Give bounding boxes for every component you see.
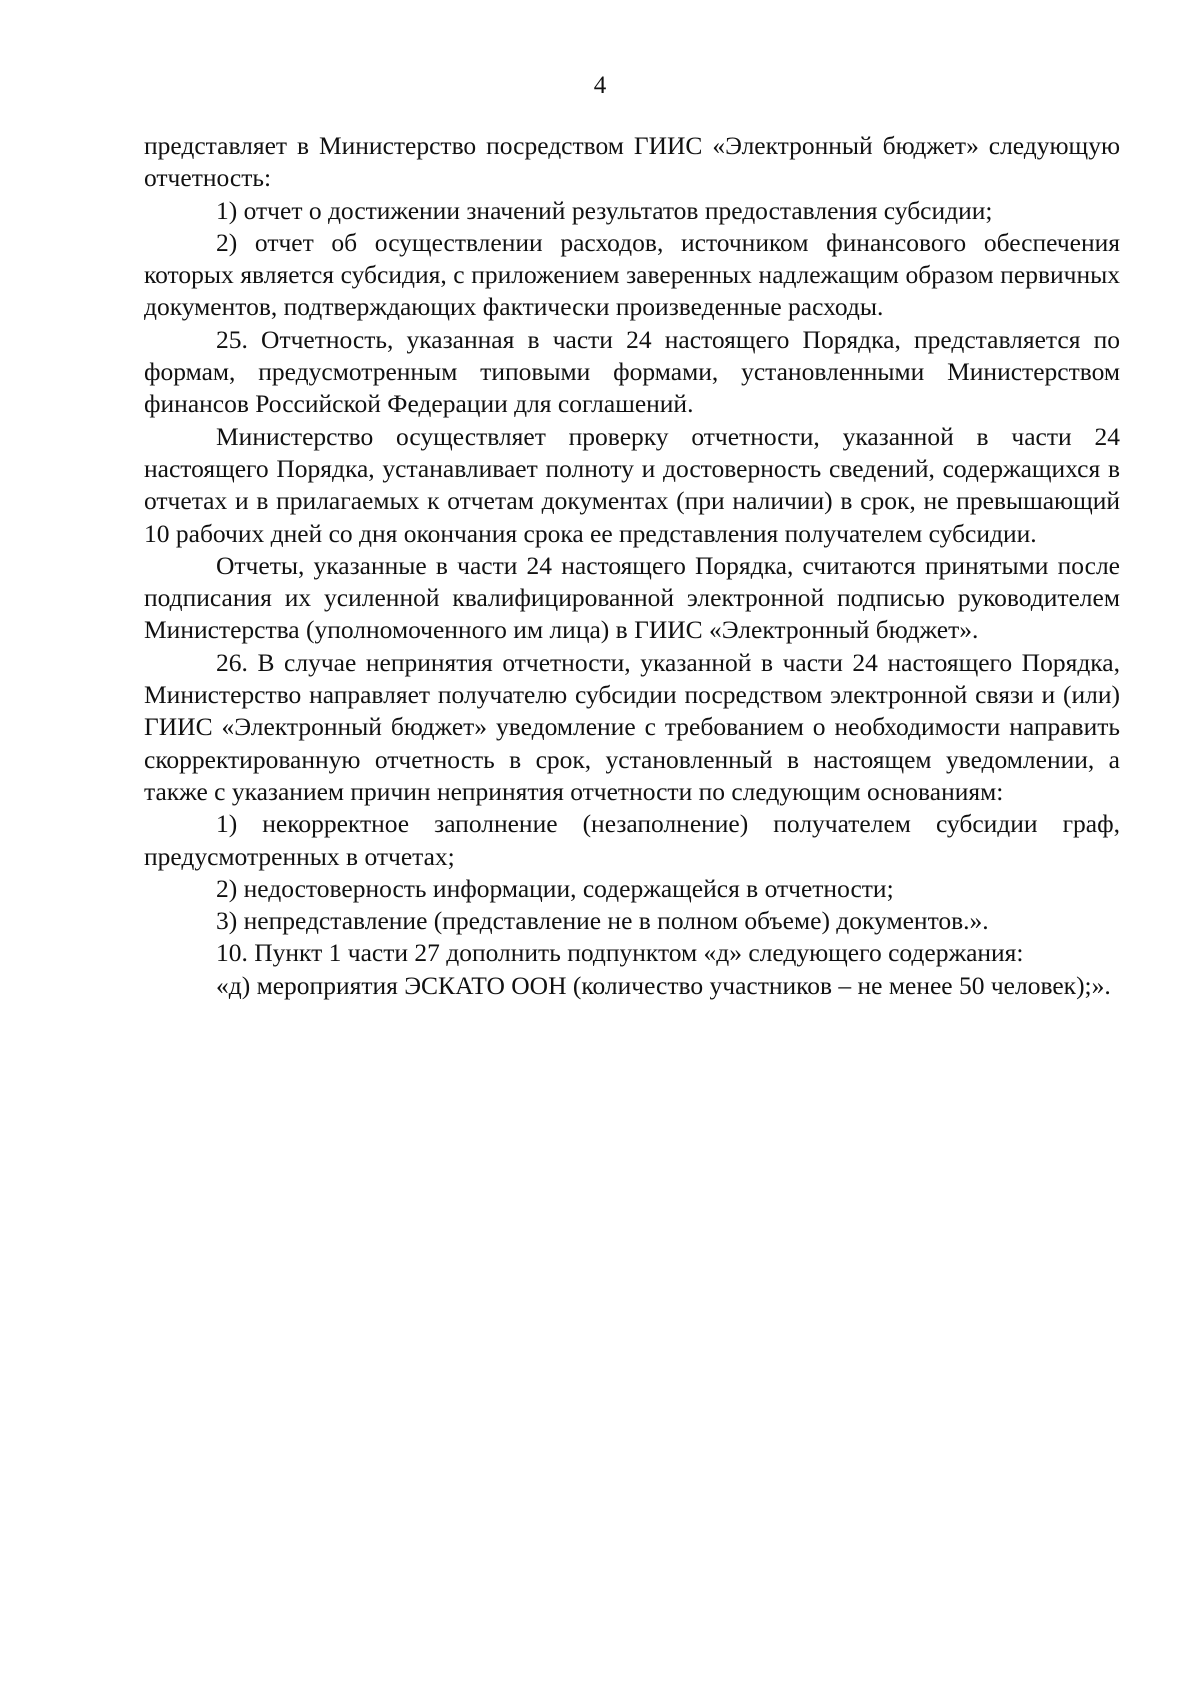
paragraph-item-1: 1) отчет о достижении значений результатов предоставления субсидии; xyxy=(216,195,993,225)
paragraph-section-26: 26. В случае непринятия отчетности, указанной в части 24 настоящего Порядка, Министерство направляет получателю субсидии посредством электронной связи и (или) ГИИС «Электронный бюджет» уведомление с требованием о необходимости направить скорректированную отчетность в срок, установленный в настоящем уведомлении, а также с указанием причин непринятия отчетности по следующим основаниям: xyxy=(144,647,1120,806)
paragraph-reason-3: 3) непредставление (представление не в полном объеме) документов.». xyxy=(216,906,989,936)
paragraph-amendment-10: 10. Пункт 1 части 27 дополнить подпунктом «д» следующего содержания: xyxy=(216,938,1024,968)
document-body xyxy=(144,130,1120,1002)
paragraph-reason-1: 1) некорректное заполнение (незаполнение) получателем субсидии граф, предусмотренных в отчетах; xyxy=(144,809,1120,871)
page-number: 4 xyxy=(593,72,607,99)
paragraph-acceptance: Отчеты, указанные в части 24 настоящего Порядка, считаются принятыми после подписания их усиленной квалифицированной электронной подписью руководителем Министерства (уполномоченного им лица) в ГИИС «Электронный бюджет». xyxy=(144,550,1120,645)
paragraph-item-2: 2) отчет об осуществлении расходов, источником финансового обеспечения которых является субсидия, с приложением заверенных надлежащим образом первичных документов, подтверждающих фактически произведенные расходы. xyxy=(144,227,1120,322)
paragraph-continuation: представляет в Министерство посредством ГИИС «Электронный бюджет» следующую отчетность: xyxy=(144,131,1120,193)
paragraph-subitem-d: «д) мероприятия ЭСКАТО ООН (количество участников – не менее 50 человек);». xyxy=(216,970,1111,1000)
paragraph-reason-2: 2) недостоверность информации, содержащейся в отчетности; xyxy=(216,873,894,903)
paragraph-section-25: 25. Отчетность, указанная в части 24 настоящего Порядка, представляется по формам, предусмотренным типовыми формами, установленными Министерством финансов Российской Федерации для соглашений. xyxy=(144,324,1120,419)
paragraph-verification: Министерство осуществляет проверку отчетности, указанной в части 24 настоящего Порядка, устанавливает полноту и достоверность сведений, содержащихся в отчетах и в прилагаемых к отчетам документах (при наличии) в срок, не превышающий 10 рабочих дней со дня окончания срока ее представления получателем субсидии. xyxy=(144,421,1120,548)
